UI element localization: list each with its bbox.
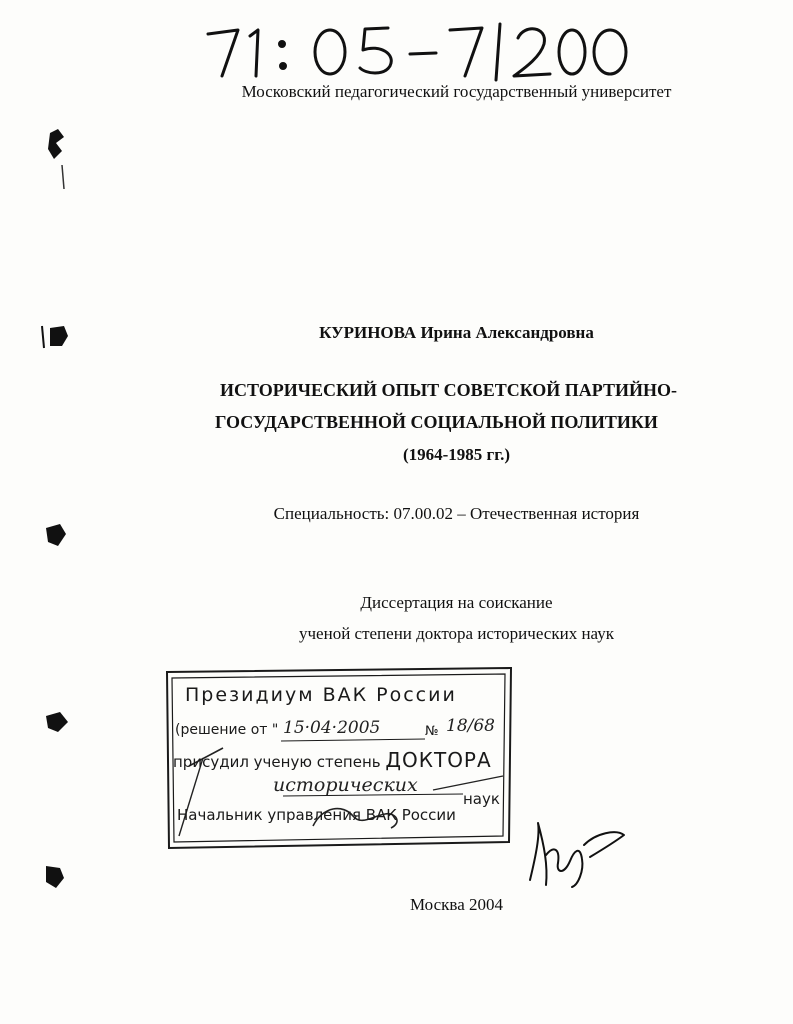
scan-artifact-mark <box>40 522 72 550</box>
stamp-handwritten-number: 18/68 <box>446 716 495 736</box>
scan-artifact-mark <box>40 862 72 890</box>
stamp-decision-prefix: (решение от " <box>175 722 279 738</box>
stamp-title: Президиум ВАК России <box>185 684 457 706</box>
stamp-decision-line <box>175 722 278 738</box>
handwritten-archive-code <box>200 14 640 84</box>
stamp-sciences-word: наук <box>463 790 500 808</box>
stamp-degree-word: ДОКТОРА <box>385 748 492 772</box>
degree-line-2: ученой степени доктора исторических наук <box>299 624 614 643</box>
stamp-awarded-line <box>173 748 492 772</box>
city-and-year: Москва 2004 <box>409 895 504 914</box>
dissertation-years: (1964-1985 гг.) <box>402 445 510 464</box>
scan-artifact-mark <box>36 125 76 195</box>
stamp-number-sign: № <box>425 724 439 739</box>
scan-artifact-mark <box>42 710 72 736</box>
dissertation-title-line-1: ИСТОРИЧЕСКИЙ ОПЫТ СОВЕТСКОЙ ПАРТИЙНО- <box>219 380 678 400</box>
stamp-awarded-prefix: присудил ученую степень <box>173 753 381 771</box>
author-name: КУРИНОВА Ирина Александровна <box>319 323 594 342</box>
scan-artifact-mark <box>38 322 72 352</box>
specialty: Специальность: 07.00.02 – Отечественная история <box>273 504 640 523</box>
dissertation-title-line-2: ГОСУДАРСТВЕННОЙ СОЦИАЛЬНОЙ ПОЛИТИКИ <box>215 412 658 432</box>
stamp-handwritten-field: исторических <box>273 774 418 796</box>
stamp-handwritten-date: 15·04·2005 <box>283 718 381 738</box>
degree-line-1: Диссертация на соискание <box>360 593 553 612</box>
stamp-chief-line: Начальник управления ВАК России <box>177 806 456 824</box>
vak-stamp <box>163 666 515 864</box>
university-name: Московский педагогический государственный университет <box>241 82 672 101</box>
handwritten-signature <box>520 815 630 890</box>
